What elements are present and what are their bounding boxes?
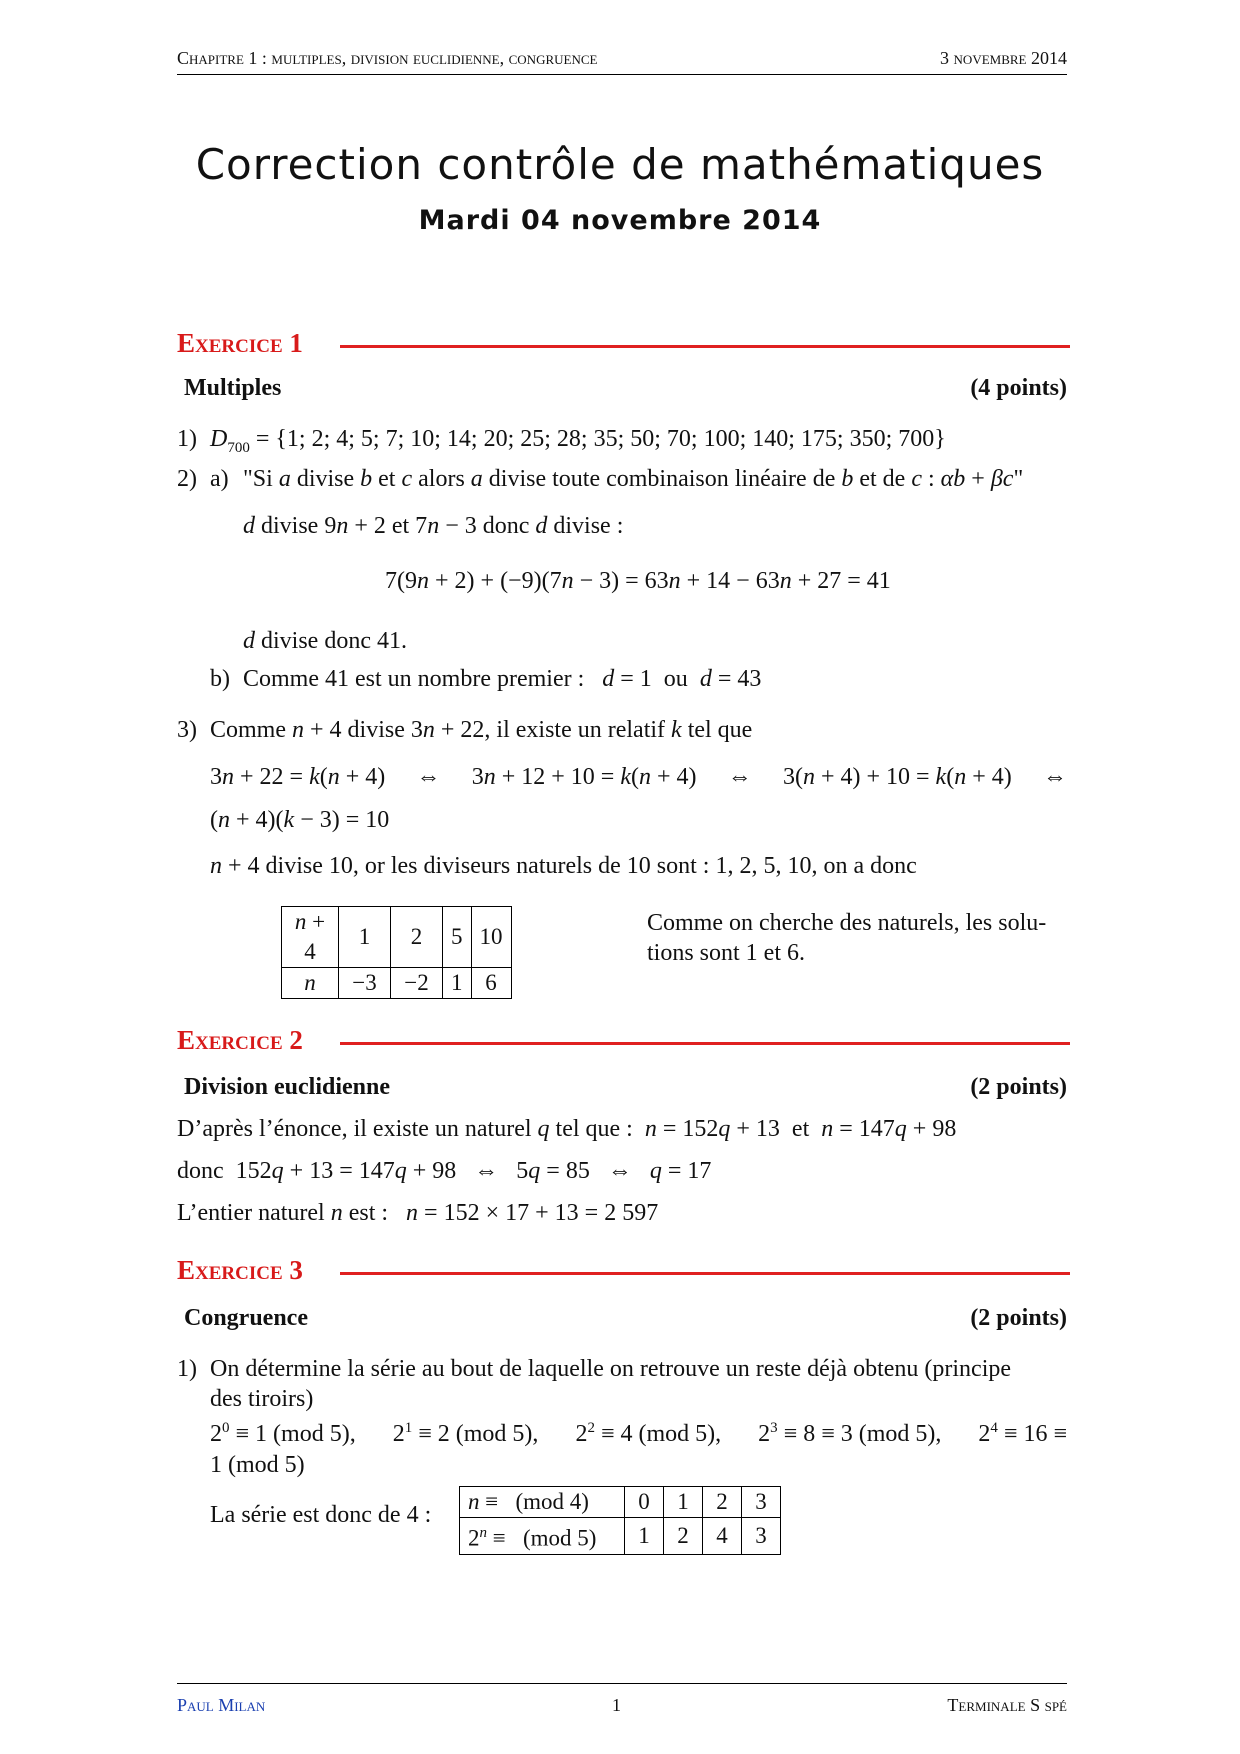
exercise-2-points: (2 points) xyxy=(970,1074,1067,1100)
exercise-3-subtitle: Congruence xyxy=(184,1305,308,1331)
table-cell: 2 xyxy=(391,907,443,968)
table-cell: 1 xyxy=(625,1518,664,1555)
table-cell: 0 xyxy=(625,1487,664,1518)
table-cell: n + 4 xyxy=(282,907,339,968)
table-cell: 4 xyxy=(703,1518,742,1555)
ex1-q3-intro: Comme n + 4 divise 3n + 22, il existe un relatif k tel que xyxy=(210,717,753,743)
table-cell: 1 xyxy=(339,907,391,968)
header-rule xyxy=(177,74,1067,75)
exercise-1-subtitle: Multiples xyxy=(184,375,282,401)
page-title: Correction contrôle de mathématiques xyxy=(195,140,1045,189)
ex1-q3-number: 3) xyxy=(177,717,197,743)
ex1-conclusion-line1: Comme on cherche des naturels, les solu- xyxy=(647,910,1047,936)
ex1-q2b-lead: Comme 41 est un nombre premier : xyxy=(243,666,585,692)
ex1-conclusion-line2: tions sont 1 et 6. xyxy=(647,940,806,966)
ex1-q3-equivalences: 3n + 22 = k(n + 4) ⇔ 3n + 12 + 10 = k(n + 4) ⇔ 3(n + 4) + 10 = k(n + 4) ⇔ xyxy=(210,764,1067,790)
footer-author: Paul Milan xyxy=(177,1695,266,1715)
table-cell: 2 xyxy=(664,1518,703,1555)
table-cell: 1 xyxy=(443,968,472,999)
exercise-3-points: (2 points) xyxy=(970,1305,1067,1331)
page-subtitle: Mardi 04 novembre 2014 xyxy=(418,205,822,236)
ex1-q3-divisors: n + 4 divise 10, or les diviseurs naturels de 10 sont : 1, 2, 5, 10, on a donc xyxy=(210,853,917,879)
table-cell-text: (mod 5) xyxy=(522,1525,597,1551)
exercise-3-label: Exercice 3 xyxy=(177,1255,303,1285)
table-cell: 10 xyxy=(471,907,511,968)
footer-rule xyxy=(177,1683,1067,1684)
table-row xyxy=(460,1487,781,1518)
ex1-q1-number: 1) xyxy=(177,426,197,452)
table-cell: n xyxy=(282,968,339,999)
table-cell: −2 xyxy=(391,968,443,999)
ex1-q2a-equation: 7(9n + 2) + (−9)(7n − 3) = 63n + 14 − 63n + 27 = 41 xyxy=(385,568,891,594)
ex2-line3: L’entier naturel n est : n = 152 × 17 + 13 = 2 597 xyxy=(177,1200,659,1226)
exercise-2-rule xyxy=(340,1042,1070,1045)
table-cell: 1 xyxy=(664,1487,703,1518)
table-cell: n ≡ (mod 4) xyxy=(460,1487,625,1518)
ex1-q2a-number: a) xyxy=(210,466,229,492)
footer-page-number: 1 xyxy=(612,1695,621,1715)
table-cell: 2 xyxy=(703,1487,742,1518)
ex1-q2a-theorem: "Si a divise b et c alors a divise toute combinaison linéaire de b et de c : αb + βc" xyxy=(243,466,1024,492)
exercise-2-subtitle: Division euclidienne xyxy=(184,1074,391,1100)
ex1-solutions-table xyxy=(281,906,512,999)
ex1-q3-factored: (n + 4)(k − 3) = 10 xyxy=(210,807,390,833)
table-cell: $2^n \equiv (mod$ 5) xyxy=(460,1518,625,1555)
table-row xyxy=(460,1518,781,1555)
ex2-line1: D’après l’énonce, il existe un naturel q tel que : n = 152q + 13 et n = 147q + 98 xyxy=(177,1116,957,1142)
ex3-q1-line2: des tiroirs) xyxy=(210,1386,314,1412)
ex1-q2b-number: b) xyxy=(210,666,230,692)
footer-level: Terminale S spé xyxy=(947,1695,1067,1715)
table-cell: 3 xyxy=(742,1487,781,1518)
header-date: 3 novembre 2014 xyxy=(940,48,1067,68)
header-chapter: Chapitre 1 : multiples, division euclidienne, congruence xyxy=(177,48,598,68)
ex1-q2b-text: Comme 41 est un nombre premier : d = 1 ou d = 43 xyxy=(243,666,762,692)
ex3-q1-line1: On détermine la série au bout de laquelle on retrouve un reste déjà obtenu (principe xyxy=(210,1356,1012,1382)
ex2-line2: donc 152q + 13 = 147q + 98 ⇔ 5q = 85 ⇔ q = 17 xyxy=(177,1158,712,1184)
ex1-q2-number: 2) xyxy=(177,466,197,492)
table-cell: 3 xyxy=(742,1518,781,1555)
ex3-q1-number: 1) xyxy=(177,1356,197,1382)
table-cell-text: (mod 4) xyxy=(515,1489,589,1514)
ex1-q2a-conclusion: d divise donc 41. xyxy=(243,628,407,654)
exercise-1-rule xyxy=(340,345,1070,348)
ex1-divisor-set: = {1; 2; 4; 5; 7; 10; 14; 20; 25; 28; 35; 50; 70; 100; 140; 175; 350; 700} xyxy=(255,426,946,452)
exercise-2-label: Exercice 2 xyxy=(177,1025,303,1055)
ex3-series-label: La série est donc de 4 : xyxy=(210,1502,432,1528)
ex3-powers-continued: 1 (mod 5) xyxy=(210,1452,305,1478)
exercise-1-label: Exercice 1 xyxy=(177,328,303,358)
ex1-q2a-statement: d divise 9n + 2 et 7n − 3 donc d divise : xyxy=(243,513,624,539)
exercise-3-rule xyxy=(340,1272,1070,1275)
ex3-powers-line: $2^0 \equiv 1$ (mod 5), $2^1 \equiv 2$ (mod 5), $2^2 \equiv 4$ (mod 5), $2^3 \equiv 8 \equiv 3$ (mod 5), $2^4 \equiv 16$ ≡ xyxy=(210,1420,1067,1447)
ex1-q1-divisors: $D_{700} = \{1$; 2; 4; 5; 7; 10; 14; 20; 25; 28; 35; 50; 70; 100; 140; 175; 350; 700} xyxy=(210,426,946,456)
table-row xyxy=(282,968,512,999)
table-cell: −3 xyxy=(339,968,391,999)
exercise-1-points: (4 points) xyxy=(970,375,1067,401)
table-row xyxy=(282,907,512,968)
ex3-period-table xyxy=(459,1486,781,1555)
table-cell: 5 xyxy=(443,907,472,968)
table-cell: 6 xyxy=(471,968,511,999)
